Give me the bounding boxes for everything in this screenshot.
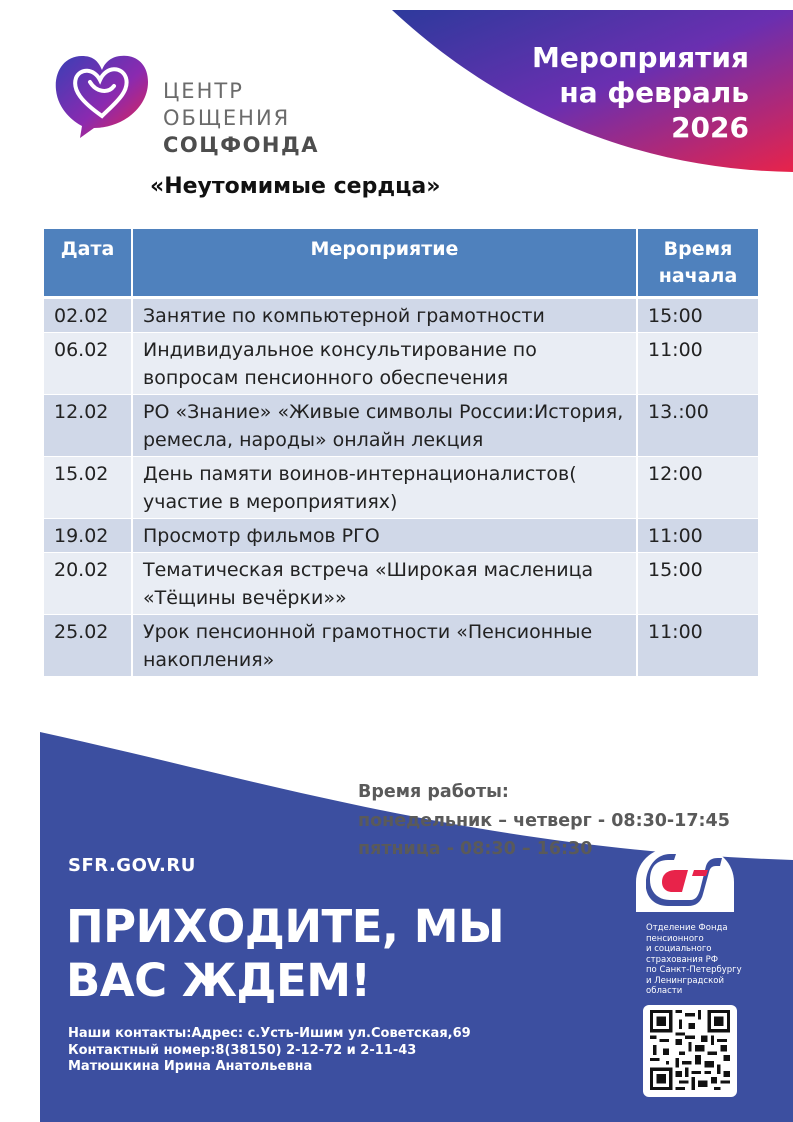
table-header-row [44, 229, 758, 298]
row-date: 06.02 [44, 333, 132, 395]
contacts [68, 1026, 471, 1076]
row-date: 02.02 [44, 298, 132, 333]
row-date: 12.02 [44, 395, 132, 457]
hours-weekdays: понедельник – четверг - 08:30-17:45 [358, 810, 730, 831]
row-event: Занятие по компьютерной грамотности [132, 298, 637, 333]
org-line: и социального [646, 944, 712, 954]
qr-code-icon[interactable] [650, 1010, 730, 1090]
organization-name [646, 923, 742, 997]
logo-line-3: СОЦФОНДА [163, 133, 319, 157]
slogan [66, 900, 504, 1008]
row-date: 15.02 [44, 457, 132, 519]
org-line: Отделение Фонда [646, 923, 728, 933]
row-event: Тематическая встреча «Широкая масленица «Тёщины вечёрки»» [132, 553, 637, 615]
slogan-line-1: ПРИХОДИТЕ, МЫ [66, 900, 505, 953]
header-event: Мероприятие [132, 229, 637, 298]
row-time: 15:00 [637, 298, 758, 333]
table-row [44, 298, 758, 333]
contacts-phone: Контактный номер:8(38150) 2-12-72 и 2-11-43 [68, 1042, 417, 1058]
org-line: области [646, 986, 683, 996]
header-title [469, 40, 749, 145]
row-time: 11:00 [637, 333, 758, 395]
row-time: 12:00 [637, 457, 758, 519]
header-title-line-1: Мероприятия [532, 41, 749, 74]
table-row [44, 519, 758, 553]
row-event: Индивидуальное консультирование по вопросам пенсионного обеспечения [132, 333, 637, 395]
row-time: 15:00 [637, 553, 758, 615]
logo-text [163, 78, 319, 159]
row-time: 13.:00 [637, 395, 758, 457]
org-line: страхования РФ [646, 954, 719, 965]
row-event: День памяти воинов-интернационалистов( участие в мероприятиях) [132, 457, 637, 519]
contacts-person: Матюшкина Ирина Анатольевна [68, 1059, 313, 1074]
logo-line-2: ОБЩЕНИЯ [163, 106, 291, 130]
header-date: Дата [44, 229, 132, 298]
slogan-line-2: ВАС ЖДЕМ! [66, 954, 371, 1007]
hours-friday: пятница - 08:30 – 16:30 [358, 839, 593, 859]
club-name: «Неутомимые сердца» [150, 174, 441, 199]
hours-title: Время работы: [358, 782, 509, 802]
header-title-line-2: на февраль [559, 76, 749, 109]
row-time: 11:00 [637, 615, 758, 677]
table-row [44, 333, 758, 395]
header-title-line-3: 2026 [671, 111, 749, 144]
sfr-logo-icon [646, 852, 724, 908]
org-line: и Ленинградской [646, 975, 724, 986]
contacts-address: Наши контакты:Адрес: с.Усть-Ишим ул.Советская,69 [68, 1026, 471, 1041]
logo-line-1: ЦЕНТР [163, 79, 244, 103]
org-line: пенсионного [646, 933, 704, 944]
row-time: 11:00 [637, 519, 758, 553]
table-row [44, 553, 758, 615]
row-event: Урок пенсионной грамотности «Пенсионные накопления» [132, 615, 637, 677]
row-date: 20.02 [44, 553, 132, 615]
heart-speech-bubble-logo-icon [52, 52, 152, 140]
org-line: по Санкт-Петербургу [646, 965, 742, 975]
website-link[interactable]: SFR.GOV.RU [68, 855, 196, 876]
events-table [44, 229, 758, 677]
table-row [44, 457, 758, 519]
row-event: Просмотр фильмов РГО [132, 519, 637, 553]
row-date: 25.02 [44, 615, 132, 677]
row-event: РО «Знание» «Живые символы России:История, ремесла, народы» онлайн лекция [132, 395, 637, 457]
row-date: 19.02 [44, 519, 132, 553]
table-row [44, 615, 758, 677]
table-row [44, 395, 758, 457]
header-time: Время начала [637, 229, 758, 298]
